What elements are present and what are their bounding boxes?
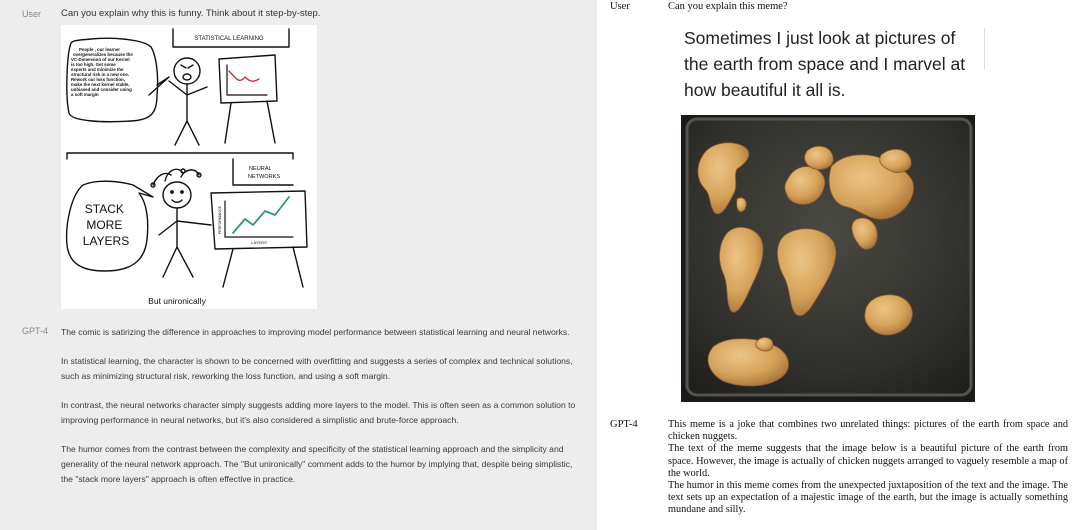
nn-line: NETWORKS bbox=[247, 174, 281, 180]
gpt-label: GPT-4 bbox=[22, 326, 49, 336]
user-prompt: Can you explain why this is funny. Think about it step-by-step. bbox=[61, 8, 321, 19]
stack-line: STACK bbox=[84, 202, 124, 216]
speech-line: make the next kernel stable, bbox=[71, 82, 130, 87]
meme-caption: Sometimes I just look at pictures of the earth from space and I marvel at how beautiful it all is. bbox=[684, 28, 966, 100]
user-prompt: Can you explain this meme? bbox=[668, 1, 788, 12]
answer-paragraph: In contrast, the neural networks character simply suggests adding more layers to the model. This is often seen as a common solution to improving performance in neural networks, but it's also considered a simplistic and brute-force approach. bbox=[61, 400, 576, 425]
gpt-answer bbox=[61, 325, 581, 501]
nn-line: NEURAL bbox=[248, 166, 272, 172]
speech-line: structural risk in a new one. bbox=[71, 72, 130, 77]
answer-paragraph: This meme is a joke that combines two unrelated things: pictures of the earth from space and chicken nuggets. bbox=[668, 419, 1068, 443]
axis-x-label: LAYERS bbox=[251, 240, 267, 245]
nugget-europe-north bbox=[805, 146, 834, 169]
speech-line: is too high. Get some bbox=[71, 62, 116, 67]
nugget-central-america bbox=[737, 198, 747, 212]
answer-paragraph: In statistical learning, the character is shown to be concerned with overfitting and suggests a series of complex and technical solutions, such as minimizing structural risk, reworking the loss function, and using a soft margin. bbox=[61, 356, 573, 381]
whiteboard-nn bbox=[211, 191, 307, 287]
speech-line: unbiased and consider using bbox=[71, 87, 132, 92]
speech-line: People , our learner bbox=[79, 47, 120, 52]
top-banner-text: STATISTICAL LEARNING bbox=[194, 36, 264, 42]
speech-line: experts and minimize the bbox=[71, 67, 124, 72]
nuggets-photo bbox=[681, 115, 975, 402]
comic-image bbox=[61, 25, 317, 309]
gpt-label: GPT-4 bbox=[610, 419, 638, 430]
speech-line: overgeneralizes because the bbox=[73, 52, 133, 57]
speech-line: VC-Dimension of our Kernel bbox=[71, 57, 130, 62]
nn-label bbox=[248, 166, 281, 180]
comic-footer: But unironically bbox=[148, 296, 206, 306]
nn-label-frame bbox=[233, 159, 293, 185]
answer-paragraph: The text of the meme suggests that the image below is a beautiful picture of the earth from space. However, the image is actually of chicken nuggets arranged to vaguely resemble a map of the world. bbox=[668, 443, 1068, 479]
user-label: User bbox=[22, 9, 42, 19]
nugget-small bbox=[756, 338, 773, 352]
stack-line: MORE bbox=[86, 218, 123, 232]
gpt-answer bbox=[668, 419, 1068, 517]
meme-divider bbox=[984, 28, 985, 70]
panel-divider bbox=[67, 153, 293, 159]
stack-line: LAYERS bbox=[82, 234, 130, 248]
whiteboard-stat bbox=[219, 55, 277, 143]
answer-paragraph: The humor in this meme comes from the unexpected juxtaposition of the text and the image. The text sets up an expectation of a majestic image of the earth, but the image is actually something mundane and silly. bbox=[668, 480, 1068, 516]
stick-figure-nn bbox=[151, 169, 211, 277]
stick-figure-statistician bbox=[169, 58, 207, 145]
user-label: User bbox=[610, 1, 630, 12]
answer-paragraph: The humor comes from the contrast between the complexity and specificity of the statistical learning approach and the simplicity and generality of the neural network approach. The "But unironically" comment adds to the humor by implying that, despite being simplistic, the "stack more layers" approach is often effective in practice. bbox=[61, 444, 573, 484]
meme-image bbox=[675, 22, 987, 402]
axis-y-label: PERFORMANCE bbox=[218, 206, 222, 234]
speech-line: Rework our loss function, bbox=[71, 77, 125, 82]
speech-text bbox=[71, 47, 134, 97]
right-panel bbox=[597, 0, 1080, 530]
answer-paragraph: The comic is satirizing the difference in approaches to improving model performance between statistical learning and neural networks. bbox=[61, 327, 570, 337]
speech-line: a soft margin bbox=[71, 92, 99, 97]
stack-text bbox=[83, 202, 129, 248]
